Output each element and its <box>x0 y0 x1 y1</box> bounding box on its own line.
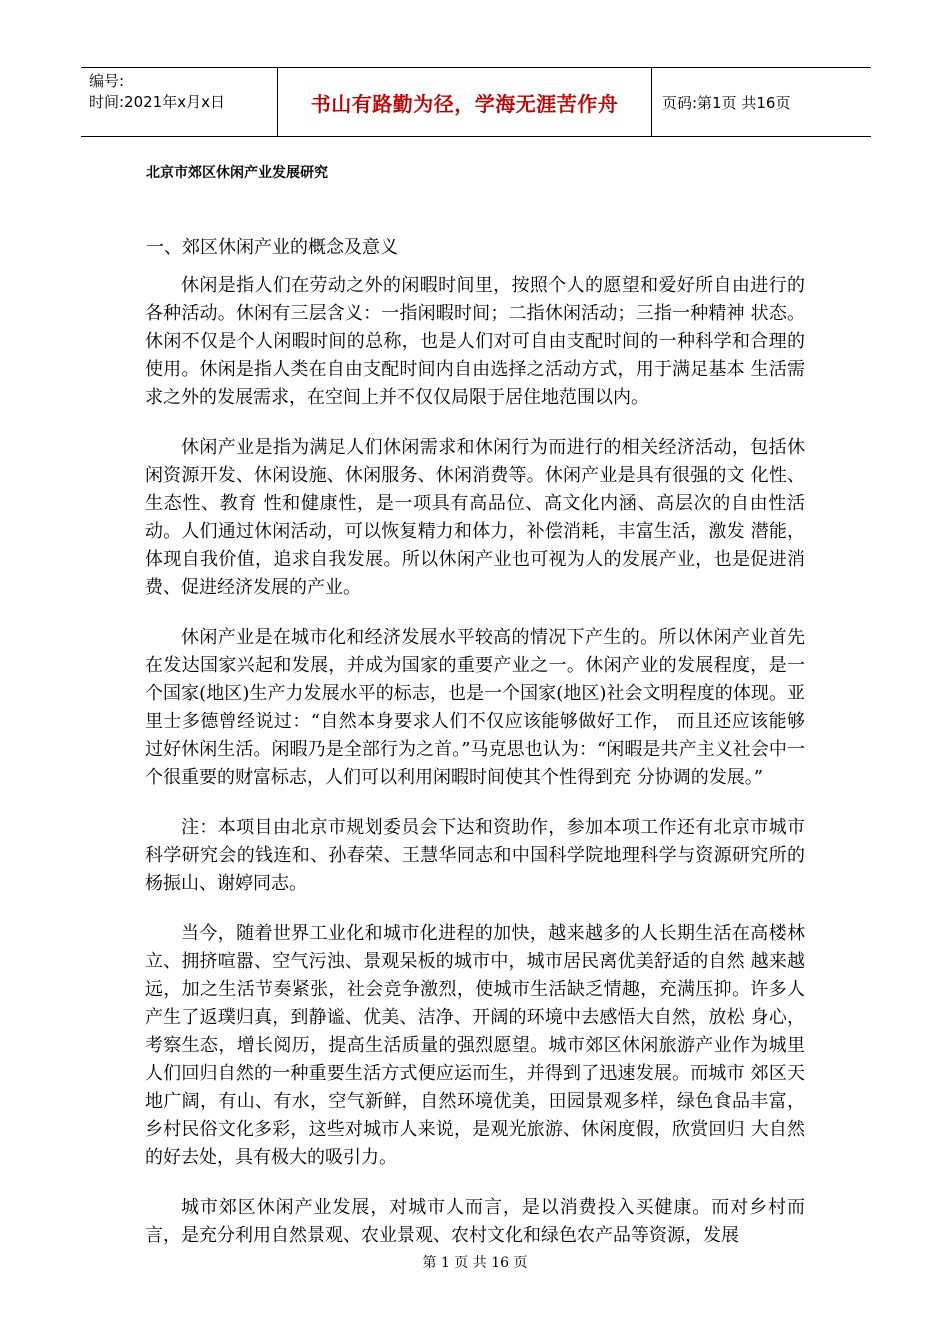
paragraph: 休闲产业是指为满足人们休闲需求和休闲行为而进行的相关经济活动，包括休闲资源开发、休闲设施、休闲服务、休闲消费等。休闲产业是具有很强的文 化性、生态性、教育 性和健康性，是一项具有高品位、高文化内涵、高层次的自由性活动。人们通过休闲活动，可以恢复精力和体力，补偿消耗，丰富生活，激发 潜能，体现自我价值，追求自我发展。所以休闲产业也可视为人的发展产业，也是促进消费、促进经济发展的产业。 <box>145 437 805 598</box>
section-heading: 一、郊区休闲产业的概念及意义 <box>146 237 398 258</box>
header-meta-cell <box>81 68 278 136</box>
header-table <box>81 67 871 137</box>
header-motto-cell <box>278 68 652 136</box>
document-time-label: 时间:2021年x月x日 <box>89 93 225 111</box>
paragraph: 注：本项目由北京市规划委员会下达和资助作，参加本项工作还有北京市城市科学研究会的钱连和、孙春荣、王慧华同志和中国科学院地理科学与资源研究所的杨振山、谢婷同志。 <box>145 817 805 894</box>
paragraph: 当今，随着世界工业化和城市化进程的加快，越来越多的人长期生活在高楼林立、拥挤喧嚣、空气污浊、景观呆板的城市中，城市居民离优美舒适的自然 越来越远，加之生活节奏紧张，社会竞争激烈，使城市生活缺乏情趣，充满压抑。许多人产生了返璞归真，到静谧、优美、洁净、开阔的环境中去感悟大自然，放松 身心，考察生态，增长阅历，提高生活质量的强烈愿望。城市郊区休闲旅游产业作为城里人们回归自然的一种重要生活方式便应运而生，并得到了迅速发展。而城市 郊区天地广阔，有山、有水，空气新鲜，自然环境优美，田园景观多样，绿色食品丰富，乡村民俗文化多彩，这些对城市人来说，是观光旅游、休闲度假，欣赏回归 大自然的好去处，具有极大的吸引力。 <box>145 923 805 1168</box>
paragraph: 城市郊区休闲产业发展，对城市人而言，是以消费投入买健康。而对乡村而言，是充分利用自然景观、农业景观、农村文化和绿色农产品等资源，发展 <box>145 1197 805 1246</box>
document-title: 北京市郊区休闲产业发展研究 <box>146 165 328 181</box>
motto-text: 书山有路勤为径，学海无涯苦作舟 <box>310 91 619 116</box>
body-text <box>145 272 805 1272</box>
paragraph: 休闲产业是在城市化和经济发展水平较高的情况下产生的。所以休闲产业首先在发达国家兴起和发展，并成为国家的重要产业之一。休闲产业的发展程度，是一个国家(地区)生产力发展水平的标志，也是一个国家(地区)社会文明程度的体现。亚里士多德曾经说过：“自然本身要求人们不仅应该能够做好工作， 而且还应该能够过好休闲生活。闲暇乃是全部行为之首。”马克思也认为：“闲暇是共产主义社会中一个很重要的财富标志，人们可以利用闲暇时间使其个性得到充 分协调的发展。” <box>145 627 805 788</box>
paragraph: 休闲是指人们在劳动之外的闲暇时间里，按照个人的愿望和爱好所自由进行的各种活动。休闲有三层含义：一指闲暇时间；二指休闲活动；三指一种精神 状态。休闲不仅是个人闲暇时间的总称，也是人们对可自由支配时间的一种科学和合理的使用。休闲是指人类在自由支配时间内自由选择之活动方式，用于满足基本 生活需求之外的发展需求，在空间上并不仅仅局限于居住地范围以内。 <box>145 275 805 408</box>
document-number-label: 编号: <box>89 72 125 90</box>
header-page-cell <box>652 68 871 136</box>
page-footer: 第 1 页 共 16 页 <box>422 1255 528 1271</box>
page-info: 页码:第1页 共16页 <box>662 93 791 112</box>
